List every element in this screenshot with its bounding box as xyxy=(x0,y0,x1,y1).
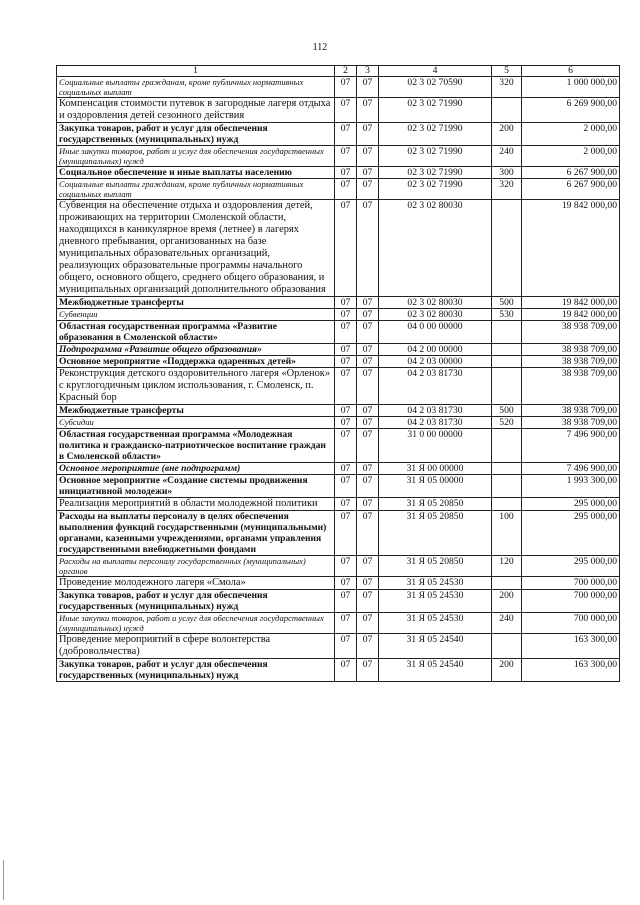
section-code: 07 xyxy=(335,98,357,123)
expense-type-code: 300 xyxy=(492,167,522,179)
target-article-code: 02 3 02 80030 xyxy=(379,297,492,309)
target-article-code: 04 2 03 00000 xyxy=(379,356,492,368)
section-code: 07 xyxy=(335,613,357,634)
expense-type-code: 120 xyxy=(492,556,522,577)
subsection-code: 07 xyxy=(357,356,379,368)
amount-value: 295 000,00 xyxy=(522,498,620,511)
expense-type-code xyxy=(492,498,522,511)
table-row xyxy=(57,498,620,511)
subsection-code: 07 xyxy=(357,590,379,613)
table-row xyxy=(57,297,620,309)
row-name: Субвенции xyxy=(57,309,335,321)
section-code: 07 xyxy=(335,309,357,321)
section-code: 07 xyxy=(335,179,357,200)
section-code: 07 xyxy=(335,417,357,429)
table-row xyxy=(57,98,620,123)
subsection-code: 07 xyxy=(357,429,379,463)
amount-value: 7 496 900,00 xyxy=(522,463,620,475)
expense-type-code xyxy=(492,429,522,463)
amount-value: 6 267 900,00 xyxy=(522,179,620,200)
section-code: 07 xyxy=(335,511,357,556)
subsection-code: 07 xyxy=(357,556,379,577)
subsection-code: 07 xyxy=(357,475,379,498)
amount-value: 19 842 000,00 xyxy=(522,309,620,321)
table-row xyxy=(57,511,620,556)
table-row xyxy=(57,368,620,405)
section-code: 07 xyxy=(335,321,357,344)
row-name: Основное мероприятие (вне подпрограмм) xyxy=(57,463,335,475)
row-name: Расходы на выплаты персоналу в целях обеспечения выполнения функций государственными (муниципальными) органами, казенными учреждениями, органами управления государственными внебюджетными фондами xyxy=(57,511,335,556)
target-article-code: 02 3 02 71990 xyxy=(379,146,492,167)
target-article-code: 02 3 02 71990 xyxy=(379,123,492,146)
subsection-code: 07 xyxy=(357,463,379,475)
subsection-code: 07 xyxy=(357,511,379,556)
section-code: 07 xyxy=(335,498,357,511)
amount-value: 700 000,00 xyxy=(522,613,620,634)
section-code: 07 xyxy=(335,297,357,309)
table-row xyxy=(57,659,620,682)
column-header: 5 xyxy=(492,66,522,77)
amount-value: 6 269 900,00 xyxy=(522,98,620,123)
amount-value: 6 267 900,00 xyxy=(522,167,620,179)
section-code: 07 xyxy=(335,123,357,146)
subsection-code: 07 xyxy=(357,200,379,297)
target-article-code: 04 2 03 81730 xyxy=(379,368,492,405)
table-row xyxy=(57,613,620,634)
row-name: Закупка товаров, работ и услуг для обеспечения государственных (муниципальных) нужд xyxy=(57,123,335,146)
amount-value: 19 842 000,00 xyxy=(522,297,620,309)
target-article-code: 02 3 02 71990 xyxy=(379,167,492,179)
column-header: 2 xyxy=(335,66,357,77)
subsection-code: 07 xyxy=(357,417,379,429)
section-code: 07 xyxy=(335,634,357,659)
column-header: 6 xyxy=(522,66,620,77)
row-name: Реконструкция детского оздоровительного лагеря «Орленок» с круглогодичным циклом использования, г. Смоленск, п. Красный бор xyxy=(57,368,335,405)
row-name: Расходы на выплаты персоналу государственных (муниципальных) органов xyxy=(57,556,335,577)
table-row xyxy=(57,405,620,417)
target-article-code: 31 Я 05 24540 xyxy=(379,659,492,682)
target-article-code: 31 Я 05 00000 xyxy=(379,475,492,498)
row-name: Основное мероприятие «Поддержка одаренных детей» xyxy=(57,356,335,368)
table-row xyxy=(57,123,620,146)
amount-value: 700 000,00 xyxy=(522,590,620,613)
target-article-code: 04 0 00 00000 xyxy=(379,321,492,344)
section-code: 07 xyxy=(335,146,357,167)
amount-value: 295 000,00 xyxy=(522,511,620,556)
target-article-code: 31 0 00 00000 xyxy=(379,429,492,463)
target-article-code: 31 Я 00 00000 xyxy=(379,463,492,475)
table-row xyxy=(57,356,620,368)
table-row xyxy=(57,417,620,429)
expense-type-code: 240 xyxy=(492,613,522,634)
row-name: Социальные выплаты гражданам, кроме публичных нормативных социальных выплат xyxy=(57,77,335,98)
table-row xyxy=(57,634,620,659)
amount-value: 38 938 709,00 xyxy=(522,405,620,417)
target-article-code: 02 3 02 71990 xyxy=(379,98,492,123)
section-code: 07 xyxy=(335,429,357,463)
page-number: 112 xyxy=(312,42,328,53)
row-name: Проведение молодежного лагеря «Смола» xyxy=(57,577,335,590)
expense-type-code: 200 xyxy=(492,590,522,613)
table-row xyxy=(57,463,620,475)
table-row xyxy=(57,309,620,321)
expense-type-code: 200 xyxy=(492,659,522,682)
section-code: 07 xyxy=(335,344,357,356)
expense-type-code: 520 xyxy=(492,417,522,429)
expense-type-code: 500 xyxy=(492,405,522,417)
expense-type-code xyxy=(492,368,522,405)
table-row xyxy=(57,590,620,613)
subsection-code: 07 xyxy=(357,659,379,682)
column-header: 4 xyxy=(379,66,492,77)
table-row xyxy=(57,146,620,167)
amount-value: 7 496 900,00 xyxy=(522,429,620,463)
row-name: Социальное обеспечение и иные выплаты населению xyxy=(57,167,335,179)
row-name: Проведение мероприятий в сфере волонтерства (добровольчества) xyxy=(57,634,335,659)
expense-type-code: 200 xyxy=(492,123,522,146)
amount-value: 163 300,00 xyxy=(522,659,620,682)
section-code: 07 xyxy=(335,167,357,179)
table-row xyxy=(57,577,620,590)
target-article-code: 02 3 02 70590 xyxy=(379,77,492,98)
table-row xyxy=(57,429,620,463)
subsection-code: 07 xyxy=(357,368,379,405)
amount-value: 38 938 709,00 xyxy=(522,321,620,344)
column-header: 3 xyxy=(357,66,379,77)
row-name: Подпрограмма «Развитие общего образования» xyxy=(57,344,335,356)
amount-value: 295 000,00 xyxy=(522,556,620,577)
section-code: 07 xyxy=(335,463,357,475)
expense-type-code xyxy=(492,344,522,356)
amount-value: 700 000,00 xyxy=(522,577,620,590)
table-row xyxy=(57,475,620,498)
section-code: 07 xyxy=(335,368,357,405)
subsection-code: 07 xyxy=(357,77,379,98)
target-article-code: 04 2 00 00000 xyxy=(379,344,492,356)
target-article-code: 04 2 03 81730 xyxy=(379,405,492,417)
target-article-code: 31 Я 05 20850 xyxy=(379,498,492,511)
expense-type-code xyxy=(492,634,522,659)
subsection-code: 07 xyxy=(357,613,379,634)
expense-type-code: 500 xyxy=(492,297,522,309)
subsection-code: 07 xyxy=(357,321,379,344)
target-article-code: 02 3 02 80030 xyxy=(379,309,492,321)
row-name: Иные закупки товаров, работ и услуг для обеспечения государственных (муниципальных) нужд xyxy=(57,613,335,634)
row-name: Субсидии xyxy=(57,417,335,429)
amount-value: 1 993 300,00 xyxy=(522,475,620,498)
subsection-code: 07 xyxy=(357,405,379,417)
row-name: Межбюджетные трансферты xyxy=(57,297,335,309)
budget-table xyxy=(56,65,620,682)
amount-value: 38 938 709,00 xyxy=(522,344,620,356)
row-name: Иные закупки товаров, работ и услуг для обеспечения государственных (муниципальных) нужд xyxy=(57,146,335,167)
expense-type-code xyxy=(492,356,522,368)
scan-edge-mark xyxy=(3,860,4,900)
section-code: 07 xyxy=(335,590,357,613)
table-row xyxy=(57,77,620,98)
target-article-code: 31 Я 05 24530 xyxy=(379,577,492,590)
section-code: 07 xyxy=(335,200,357,297)
expense-type-code xyxy=(492,475,522,498)
subsection-code: 07 xyxy=(357,634,379,659)
expense-type-code xyxy=(492,321,522,344)
target-article-code: 02 3 02 71990 xyxy=(379,179,492,200)
subsection-code: 07 xyxy=(357,123,379,146)
expense-type-code: 320 xyxy=(492,179,522,200)
section-code: 07 xyxy=(335,356,357,368)
target-article-code: 31 Я 05 20850 xyxy=(379,511,492,556)
section-code: 07 xyxy=(335,577,357,590)
table-row xyxy=(57,167,620,179)
row-name: Областная государственная программа «Молодежная политика и гражданско-патриотическое воспитание граждан в Смоленской области» xyxy=(57,429,335,463)
amount-value: 38 938 709,00 xyxy=(522,417,620,429)
table-row xyxy=(57,321,620,344)
expense-type-code xyxy=(492,98,522,123)
subsection-code: 07 xyxy=(357,167,379,179)
row-name: Социальные выплаты гражданам, кроме публичных нормативных социальных выплат xyxy=(57,179,335,200)
section-code: 07 xyxy=(335,475,357,498)
column-header: 1 xyxy=(57,66,335,77)
row-name: Реализация мероприятий в области молодежной политики xyxy=(57,498,335,511)
amount-value: 38 938 709,00 xyxy=(522,368,620,405)
row-name: Основное мероприятие «Создание системы продвижения инициативной молодежи» xyxy=(57,475,335,498)
target-article-code: 31 Я 05 20850 xyxy=(379,556,492,577)
section-code: 07 xyxy=(335,405,357,417)
table-header-row xyxy=(57,66,620,77)
expense-type-code xyxy=(492,200,522,297)
subsection-code: 07 xyxy=(357,344,379,356)
subsection-code: 07 xyxy=(357,498,379,511)
section-code: 07 xyxy=(335,556,357,577)
expense-type-code xyxy=(492,463,522,475)
row-name: Закупка товаров, работ и услуг для обеспечения государственных (муниципальных) нужд xyxy=(57,659,335,682)
amount-value: 163 300,00 xyxy=(522,634,620,659)
subsection-code: 07 xyxy=(357,309,379,321)
amount-value: 1 000 000,00 xyxy=(522,77,620,98)
row-name: Субвенция на обеспечение отдыха и оздоровления детей, проживающих на территории Смоленской области, находящихся в каникулярное время (летнее) в лагерях дневного пребывания, организованных на базе муниципальных образовательных организаций, реализующих образовательные программы начального общего, основного общего, среднего общего образования, и муниципальных организаций дополнительного образования xyxy=(57,200,335,297)
subsection-code: 07 xyxy=(357,179,379,200)
row-name: Закупка товаров, работ и услуг для обеспечения государственных (муниципальных) нужд xyxy=(57,590,335,613)
amount-value: 38 938 709,00 xyxy=(522,356,620,368)
expense-type-code: 100 xyxy=(492,511,522,556)
row-name: Компенсация стоимости путевок в загородные лагеря отдыха и оздоровления детей сезонного действия xyxy=(57,98,335,123)
target-article-code: 31 Я 05 24530 xyxy=(379,613,492,634)
target-article-code: 31 Я 05 24540 xyxy=(379,634,492,659)
amount-value: 2 000,00 xyxy=(522,123,620,146)
row-name: Областная государственная программа «Развитие образования в Смоленской области» xyxy=(57,321,335,344)
section-code: 07 xyxy=(335,659,357,682)
expense-type-code: 240 xyxy=(492,146,522,167)
table-row xyxy=(57,179,620,200)
amount-value: 2 000,00 xyxy=(522,146,620,167)
expense-type-code: 530 xyxy=(492,309,522,321)
subsection-code: 07 xyxy=(357,146,379,167)
table-row xyxy=(57,556,620,577)
table-row xyxy=(57,344,620,356)
amount-value: 19 842 000,00 xyxy=(522,200,620,297)
section-code: 07 xyxy=(335,77,357,98)
target-article-code: 04 2 03 81730 xyxy=(379,417,492,429)
subsection-code: 07 xyxy=(357,577,379,590)
row-name: Межбюджетные трансферты xyxy=(57,405,335,417)
target-article-code: 02 3 02 80030 xyxy=(379,200,492,297)
subsection-code: 07 xyxy=(357,297,379,309)
target-article-code: 31 Я 05 24530 xyxy=(379,590,492,613)
subsection-code: 07 xyxy=(357,98,379,123)
expense-type-code xyxy=(492,577,522,590)
table-row xyxy=(57,200,620,297)
expense-type-code: 320 xyxy=(492,77,522,98)
